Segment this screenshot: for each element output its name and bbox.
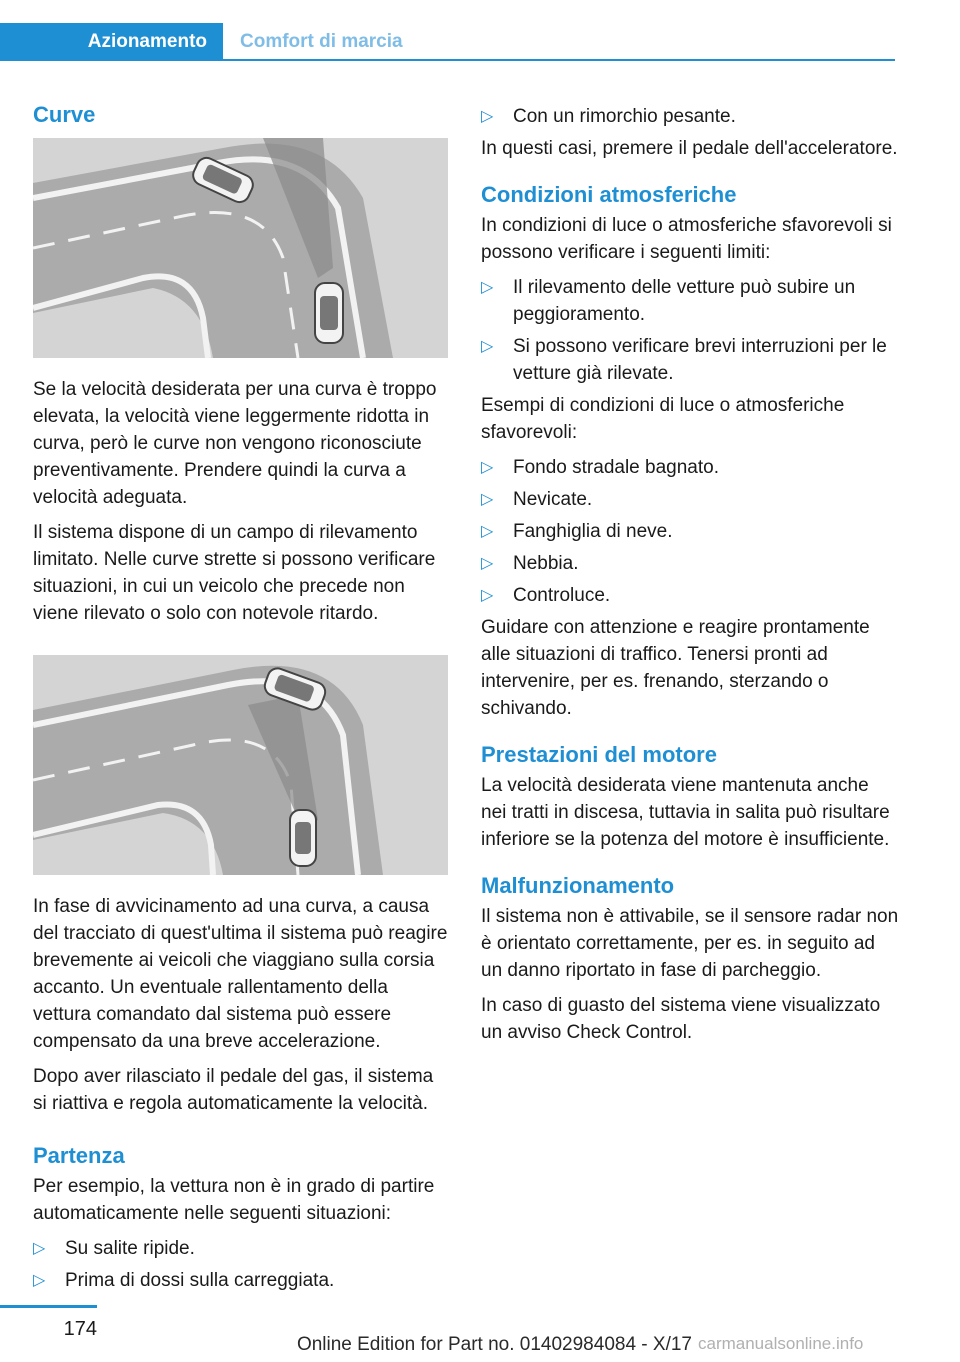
paragraph: Esempi di condizioni di luce o atmosferiche sfavorevoli: — [481, 395, 845, 443]
bullet-list — [481, 274, 899, 387]
left-column — [33, 100, 451, 1299]
list-item: ▷ Nebbia. — [481, 550, 899, 577]
curve-illustration-1 — [33, 138, 448, 358]
tab-comfort-di-marcia[interactable]: Comfort di marcia — [240, 31, 403, 52]
paragraph: Dopo aver rilasciato il pedale del gas, il sistema si riattiva e regola automaticamente la velocità. — [33, 1066, 434, 1114]
paragraph: Se la velocità desiderata per una curva è troppo elevata, la velocità viene leggermente ridotta in curva, però le curve non vengono riconosciute preventivamente. Prendere quindi la curva a velocità adeguata. — [33, 379, 437, 508]
list-item: ▷ Nevicate. — [481, 486, 899, 513]
bullet-icon: ▷ — [481, 338, 494, 355]
bullet-icon: ▷ — [33, 1240, 46, 1257]
paragraph: In fase di avvicinamento ad una curva, a causa del tracciato di quest'ultima il sistema può reagire brevemente ai veicoli che viaggiano sulla corsia accanto. Un eventuale rallentamento della vettura comandato dal sistema può essere compensato da una breve accelerazione. — [33, 896, 448, 1052]
tab-azionamento[interactable]: Azionamento — [0, 23, 223, 61]
paragraph: La velocità desiderata viene mantenuta anche nei tratti in discesa, tuttavia in salita può risultare inferiore se la potenza del motore è insufficiente. — [481, 775, 890, 850]
paragraph: In questi casi, premere il pedale dell'acceleratore. — [481, 138, 898, 159]
list-item: ▷ Il rilevamento delle vetture può subire un peggioramento. — [481, 274, 899, 328]
bullet-icon: ▷ — [481, 108, 494, 125]
list-item: ▷ Controluce. — [481, 582, 899, 609]
footer-edition: Online Edition for Part no. 01402984084 - X/17 — [296, 1334, 692, 1355]
paragraph: Il sistema dispone di un campo di rilevamento limitato. Nelle curve strette si possono verificare situazioni, in cui un veicolo che precede non viene rilevato o solo con notevole ritardo. — [33, 522, 436, 624]
list-item: ▷ Si possono verificare brevi interruzioni per le vetture già rilevate. — [481, 333, 899, 387]
bullet-icon: ▷ — [481, 555, 494, 572]
bullet-list — [481, 454, 899, 609]
heading-condizioni-atmosferiche: Condizioni atmosferiche — [481, 182, 737, 207]
bullet-icon: ▷ — [481, 491, 494, 508]
paragraph: Per esempio, la vettura non è in grado di partire automaticamente nelle seguenti situazioni: — [33, 1176, 435, 1224]
list-item: ▷ Fanghiglia di neve. — [481, 518, 899, 545]
tab-underline — [223, 59, 895, 61]
paragraph: In condizioni di luce o atmosferiche sfavorevoli si possono verificare i seguenti limiti: — [481, 215, 892, 263]
curve-illustration-2 — [33, 655, 448, 875]
page-number: 174 — [0, 1305, 97, 1341]
heading-partenza: Partenza — [33, 1143, 125, 1168]
header-tabs — [0, 23, 895, 61]
heading-prestazioni-del-motore: Prestazioni del motore — [481, 742, 717, 767]
bullet-icon: ▷ — [481, 587, 494, 604]
footer-watermark: carmanualsonline.info — [698, 1334, 864, 1353]
list-item: ▷ Prima di dossi sulla carreggiata. — [33, 1267, 451, 1294]
right-column — [481, 100, 899, 1054]
list-item: ▷ Con un rimorchio pesante. — [481, 103, 899, 130]
bullet-icon: ▷ — [481, 279, 494, 296]
car-icon — [315, 283, 343, 343]
bullet-list — [33, 1235, 451, 1294]
paragraph: Guidare con attenzione e reagire prontamente alle situazioni di traffico. Tenersi pronti ad intervenire, per es. frenando, sterzando o schivando. — [481, 617, 870, 719]
paragraph: In caso di guasto del sistema viene visualizzato un avviso Check Control. — [481, 995, 881, 1043]
bullet-icon: ▷ — [33, 1272, 46, 1289]
bullet-icon: ▷ — [481, 459, 494, 476]
list-item: ▷ Su salite ripide. — [33, 1235, 451, 1262]
bullet-list — [481, 103, 899, 130]
heading-malfunzionamento: Malfunzionamento — [481, 873, 675, 898]
heading-curve: Curve — [33, 102, 96, 127]
bullet-icon: ▷ — [481, 523, 494, 540]
list-item: ▷ Fondo stradale bagnato. — [481, 454, 899, 481]
paragraph: Il sistema non è attivabile, se il sensore radar non è orientato correttamente, per es. in seguito ad un danno riportato in fase di parcheggio. — [481, 906, 899, 981]
car-icon — [290, 810, 316, 866]
